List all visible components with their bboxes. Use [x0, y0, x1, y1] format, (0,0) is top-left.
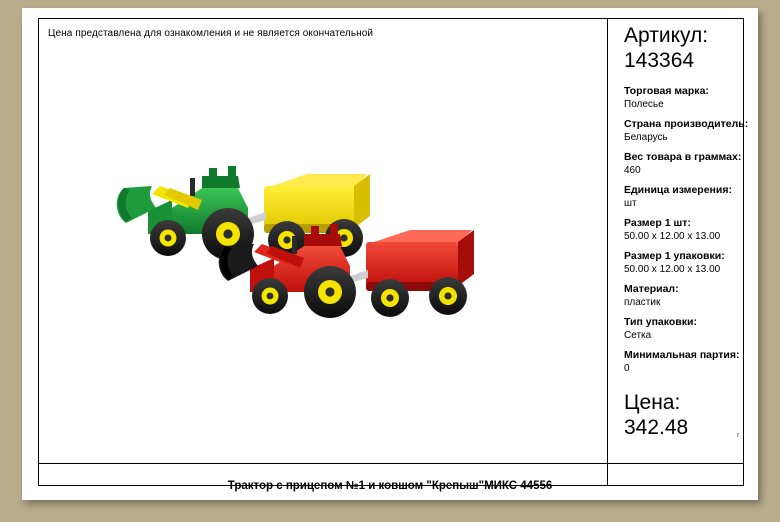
field-size-item-value: 50.00 x 12.00 x 13.00	[624, 231, 721, 242]
field-min-order-label: Минимальная партия:	[624, 349, 740, 361]
product-info-column	[624, 24, 758, 440]
product-sheet-page	[22, 8, 758, 500]
sku-label: Артикул:	[624, 24, 709, 47]
field-min-order-value: 0	[624, 363, 630, 374]
product-illustration	[52, 48, 600, 448]
field-material-label: Материал:	[624, 283, 679, 295]
price-currency-mark: г	[737, 432, 740, 439]
field-size-pack-label: Размер 1 упаковки:	[624, 250, 725, 262]
field-brand	[624, 85, 758, 111]
price-value: 342.48	[624, 416, 689, 439]
field-brand-value: Полесье	[624, 99, 664, 110]
field-material-value: пластик	[624, 297, 661, 308]
price-disclaimer: Цена представлена для ознакомления и не является окончательной	[48, 28, 374, 39]
footer-divider	[39, 463, 743, 464]
field-min-order	[624, 349, 758, 375]
field-weight-value: 460	[624, 165, 641, 176]
field-size-pack-value: 50.00 x 12.00 x 13.00	[624, 264, 721, 275]
price-label: Цена:	[624, 391, 681, 414]
field-country	[624, 118, 758, 144]
field-size-pack	[624, 250, 758, 276]
product-title: Трактор с прицепом №1 и ковшом "Крепыш"МИКС 44556	[227, 480, 553, 492]
field-country-value: Беларусь	[624, 132, 668, 143]
field-material	[624, 283, 758, 309]
red-set-trailer	[350, 230, 474, 317]
field-unit-value: шт	[624, 198, 637, 209]
column-divider	[607, 19, 608, 485]
field-unit	[624, 184, 758, 210]
sku-value: 143364	[624, 49, 695, 72]
product-image	[52, 48, 600, 448]
field-weight-label: Вес товара в граммах:	[624, 151, 742, 163]
field-country-label: Страна производитель:	[624, 118, 749, 130]
field-brand-label: Торговая марка:	[624, 85, 709, 97]
field-packaging-type-value: Сетка	[624, 330, 652, 341]
field-packaging-type-label: Тип упаковки:	[624, 316, 697, 328]
field-size-item-label: Размер 1 шт:	[624, 217, 691, 229]
field-packaging-type	[624, 316, 758, 342]
field-unit-label: Единица измерения:	[624, 184, 732, 196]
field-weight	[624, 151, 758, 177]
field-size-item	[624, 217, 758, 243]
